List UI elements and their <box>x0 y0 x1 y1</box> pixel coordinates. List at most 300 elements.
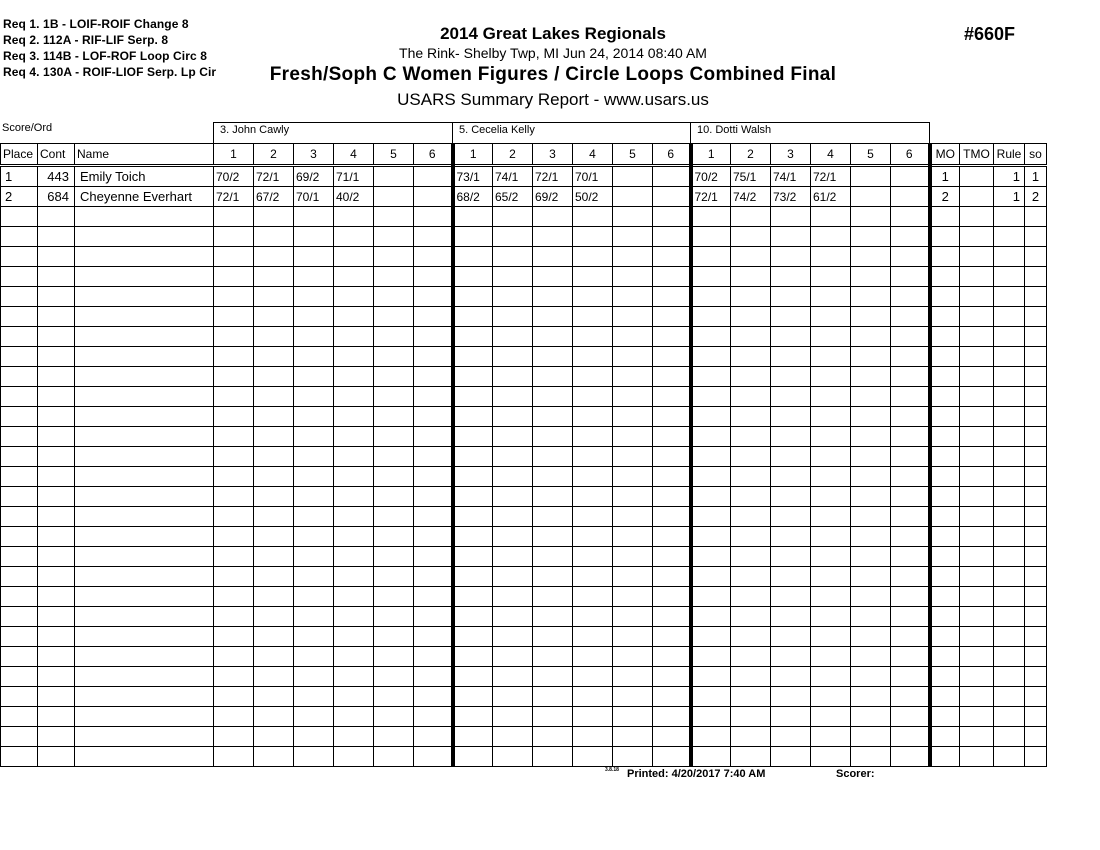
score-cell <box>653 467 691 487</box>
score-cell <box>533 347 573 367</box>
score-cell <box>851 327 891 347</box>
score-cell <box>731 467 771 487</box>
judge-2-header: 5. Cecelia Kelly <box>452 122 691 143</box>
score-cell <box>414 166 453 187</box>
score-cell <box>414 507 453 527</box>
skater-name-cell <box>75 347 214 367</box>
skater-name-cell <box>75 607 214 627</box>
score-cell <box>533 547 573 567</box>
score-cell: 72/1 <box>214 187 254 207</box>
score-cell <box>653 587 691 607</box>
score-cell: 69/2 <box>533 187 573 207</box>
score-cell <box>613 427 653 447</box>
table-row <box>1 267 1047 287</box>
rule-cell <box>994 267 1025 287</box>
score-cell <box>533 367 573 387</box>
score-cell <box>214 607 254 627</box>
score-cell <box>771 507 811 527</box>
so-cell <box>1025 527 1047 547</box>
mo-cell <box>930 587 960 607</box>
score-cell <box>653 547 691 567</box>
score-cell <box>493 487 533 507</box>
so-cell <box>1025 327 1047 347</box>
score-cell <box>691 627 731 647</box>
score-cell <box>374 367 414 387</box>
score-cell <box>214 247 254 267</box>
score-cell <box>811 427 851 447</box>
score-cell <box>613 187 653 207</box>
mo-cell <box>930 687 960 707</box>
score-cell <box>771 347 811 367</box>
score-cell <box>653 287 691 307</box>
so-cell <box>1025 587 1047 607</box>
rule-cell <box>994 287 1025 307</box>
score-cell <box>533 687 573 707</box>
score-cell <box>691 367 731 387</box>
score-cell <box>573 687 613 707</box>
score-cell <box>811 267 851 287</box>
judge-3-header: 10. Dotti Walsh <box>690 122 930 143</box>
place-cell <box>1 687 38 707</box>
requirement-1: Req 1. 1B - LOIF-ROIF Change 8 <box>3 17 189 31</box>
score-cell <box>493 687 533 707</box>
score-cell <box>573 507 613 527</box>
score-cell <box>374 707 414 727</box>
score-cell <box>613 687 653 707</box>
score-cell <box>334 227 374 247</box>
mo-cell <box>930 267 960 287</box>
score-cell <box>374 447 414 467</box>
score-cell <box>613 707 653 727</box>
score-cell <box>811 407 851 427</box>
rule-cell <box>994 367 1025 387</box>
score-cell <box>851 727 891 747</box>
score-cell <box>214 547 254 567</box>
table-row <box>1 467 1047 487</box>
score-cell <box>573 207 613 227</box>
rule-cell <box>994 227 1025 247</box>
score-cell <box>374 287 414 307</box>
score-cell <box>533 407 573 427</box>
score-cell <box>334 647 374 667</box>
place-cell <box>1 487 38 507</box>
score-cell <box>254 347 294 367</box>
table-row <box>1 447 1047 467</box>
so-cell <box>1025 687 1047 707</box>
score-cell <box>374 607 414 627</box>
score-cell <box>851 527 891 547</box>
score-cell <box>771 727 811 747</box>
score-cell <box>613 267 653 287</box>
so-cell <box>1025 507 1047 527</box>
tmo-cell <box>960 587 994 607</box>
score-cell <box>613 507 653 527</box>
place-cell <box>1 267 38 287</box>
score-cell <box>891 567 930 587</box>
score-cell <box>294 427 334 447</box>
tmo-cell <box>960 347 994 367</box>
score-cell <box>653 567 691 587</box>
score-cell <box>254 747 294 767</box>
score-cell <box>254 447 294 467</box>
score-cell <box>533 267 573 287</box>
score-cell <box>533 307 573 327</box>
table-row <box>1 587 1047 607</box>
score-cell <box>691 707 731 727</box>
rule-cell <box>994 307 1025 327</box>
place-cell <box>1 247 38 267</box>
score-cell <box>771 587 811 607</box>
score-cell <box>851 427 891 447</box>
place-cell <box>1 567 38 587</box>
contestant-number-cell <box>38 727 75 747</box>
score-cell <box>573 287 613 307</box>
score-cell <box>891 207 930 227</box>
skater-name-cell <box>75 207 214 227</box>
score-cell: 71/1 <box>334 166 374 187</box>
score-cell <box>851 187 891 207</box>
score-cell <box>533 667 573 687</box>
mo-cell <box>930 347 960 367</box>
score-cell <box>334 587 374 607</box>
score-cell <box>731 407 771 427</box>
score-cell <box>851 747 891 767</box>
rule-cell <box>994 747 1025 767</box>
rule-cell <box>994 727 1025 747</box>
tmo-cell <box>960 527 994 547</box>
score-cell <box>691 447 731 467</box>
so-cell <box>1025 547 1047 567</box>
score-cell <box>533 647 573 667</box>
score-cell <box>613 667 653 687</box>
mo-cell <box>930 407 960 427</box>
score-cell <box>214 367 254 387</box>
score-cell <box>533 207 573 227</box>
score-cell <box>811 247 851 267</box>
score-cell: 74/1 <box>493 166 533 187</box>
score-cell <box>771 527 811 547</box>
skater-name-cell <box>75 587 214 607</box>
score-cell <box>573 567 613 587</box>
place-cell <box>1 547 38 567</box>
place-cell <box>1 527 38 547</box>
score-cell <box>254 667 294 687</box>
contestant-number-cell <box>38 307 75 327</box>
score-cell <box>414 427 453 447</box>
contestant-number-cell: 684 <box>38 187 75 207</box>
score-cell <box>374 487 414 507</box>
column-header-judge1-fig6: 6 <box>414 144 453 166</box>
table-row <box>1 627 1047 647</box>
score-cell <box>771 247 811 267</box>
score-cell <box>254 267 294 287</box>
score-cell <box>811 667 851 687</box>
score-cell <box>493 387 533 407</box>
rule-cell <box>994 447 1025 467</box>
contestant-number-cell <box>38 327 75 347</box>
skater-name-cell <box>75 567 214 587</box>
tmo-cell <box>960 387 994 407</box>
tmo-cell <box>960 367 994 387</box>
column-header-judge2-fig2: 2 <box>493 144 533 166</box>
score-cell <box>613 467 653 487</box>
column-header-judge3-fig1: 1 <box>691 144 731 166</box>
score-cell <box>493 367 533 387</box>
score-cell: 61/2 <box>811 187 851 207</box>
score-cell <box>731 667 771 687</box>
tmo-cell <box>960 667 994 687</box>
score-cell <box>533 487 573 507</box>
skater-name-cell <box>75 747 214 767</box>
score-cell <box>891 187 930 207</box>
event-title: Fresh/Soph C Women Figures / Circle Loops Combined Final <box>269 64 837 85</box>
tmo-cell <box>960 727 994 747</box>
contestant-number-cell <box>38 207 75 227</box>
results-body <box>1 166 1047 767</box>
table-row <box>1 607 1047 627</box>
score-cell <box>811 307 851 327</box>
score-cell <box>374 547 414 567</box>
score-cell <box>613 227 653 247</box>
table-row <box>1 387 1047 407</box>
score-cell <box>214 707 254 727</box>
contestant-number-cell <box>38 347 75 367</box>
score-cell <box>731 387 771 407</box>
score-cell <box>851 567 891 587</box>
mo-cell <box>930 747 960 767</box>
score-cell <box>653 427 691 447</box>
score-cell <box>613 527 653 547</box>
score-cell <box>851 667 891 687</box>
tmo-cell <box>960 547 994 567</box>
so-cell <box>1025 387 1047 407</box>
score-cell <box>334 367 374 387</box>
score-cell <box>613 307 653 327</box>
contestant-number-cell <box>38 607 75 627</box>
score-cell <box>851 607 891 627</box>
rule-cell <box>994 387 1025 407</box>
score-cell <box>731 527 771 547</box>
score-cell <box>891 347 930 367</box>
score-cell <box>374 687 414 707</box>
score-cell <box>294 627 334 647</box>
table-row <box>1 487 1047 507</box>
mo-cell <box>930 627 960 647</box>
so-cell <box>1025 487 1047 507</box>
score-cell <box>613 207 653 227</box>
score-cell <box>533 387 573 407</box>
score-cell <box>453 227 493 247</box>
score-cell <box>811 547 851 567</box>
score-cell <box>653 166 691 187</box>
score-cell <box>891 607 930 627</box>
score-cell <box>254 627 294 647</box>
score-cell <box>533 427 573 447</box>
score-cell <box>414 487 453 507</box>
score-cell <box>453 247 493 267</box>
so-cell <box>1025 367 1047 387</box>
score-cell <box>254 227 294 247</box>
score-cell <box>334 547 374 567</box>
score-cell <box>811 687 851 707</box>
score-cell <box>891 367 930 387</box>
score-cell <box>891 587 930 607</box>
score-cell <box>891 307 930 327</box>
score-cell <box>771 387 811 407</box>
score-cell <box>294 587 334 607</box>
tmo-cell <box>960 607 994 627</box>
score-cell <box>771 287 811 307</box>
score-cell <box>573 407 613 427</box>
score-cell <box>453 487 493 507</box>
mo-cell <box>930 527 960 547</box>
score-cell <box>731 747 771 767</box>
score-cell <box>771 407 811 427</box>
score-cell <box>214 667 254 687</box>
score-cell <box>453 567 493 587</box>
column-header-rule: Rule <box>994 144 1025 166</box>
score-cell <box>771 547 811 567</box>
score-cell <box>573 427 613 447</box>
score-cell <box>294 207 334 227</box>
score-cell <box>214 207 254 227</box>
score-cell <box>691 747 731 767</box>
score-cell <box>891 427 930 447</box>
score-cell <box>573 707 613 727</box>
score-cell <box>414 407 453 427</box>
score-cell <box>374 407 414 427</box>
skater-name-cell <box>75 447 214 467</box>
contestant-number-cell <box>38 587 75 607</box>
score-cell <box>414 587 453 607</box>
score-cell <box>294 267 334 287</box>
skater-name-cell <box>75 647 214 667</box>
tmo-cell <box>960 427 994 447</box>
score-cell <box>294 447 334 467</box>
table-row <box>1 747 1047 767</box>
score-cell <box>691 567 731 587</box>
score-cell <box>691 247 731 267</box>
score-cell <box>653 327 691 347</box>
score-cell <box>453 327 493 347</box>
score-cell <box>811 507 851 527</box>
table-row <box>1 687 1047 707</box>
event-number: #660F <box>964 24 1016 44</box>
score-cell <box>374 467 414 487</box>
score-cell <box>851 627 891 647</box>
score-cell <box>214 427 254 447</box>
place-cell <box>1 227 38 247</box>
mo-cell <box>930 707 960 727</box>
score-cell <box>254 587 294 607</box>
place-cell <box>1 627 38 647</box>
score-cell <box>414 207 453 227</box>
place-cell: 2 <box>1 187 38 207</box>
printed-timestamp: Printed: 4/20/2017 7:40 AM <box>627 768 766 780</box>
contestant-number-cell <box>38 387 75 407</box>
score-cell <box>374 307 414 327</box>
score-cell <box>214 487 254 507</box>
score-cell <box>334 687 374 707</box>
score-cell <box>613 567 653 587</box>
score-cell <box>294 387 334 407</box>
table-row <box>1 567 1047 587</box>
so-cell <box>1025 747 1047 767</box>
score-cell <box>294 227 334 247</box>
score-cell <box>613 607 653 627</box>
score-cell <box>493 227 533 247</box>
score-cell <box>851 547 891 567</box>
score-cell <box>811 567 851 587</box>
column-header-mo: MO <box>930 144 960 166</box>
column-header-judge1-fig2: 2 <box>254 144 294 166</box>
score-cell <box>811 487 851 507</box>
score-cell <box>573 367 613 387</box>
score-cell <box>533 727 573 747</box>
score-cell <box>453 747 493 767</box>
rule-cell <box>994 567 1025 587</box>
score-cell <box>334 527 374 547</box>
score-cell <box>334 327 374 347</box>
column-header-judge1-fig1: 1 <box>214 144 254 166</box>
score-cell <box>254 687 294 707</box>
score-ord-label: Score/Ord <box>2 122 53 134</box>
score-cell <box>374 187 414 207</box>
score-cell <box>731 727 771 747</box>
score-cell <box>493 667 533 687</box>
score-cell <box>891 547 930 567</box>
tmo-cell <box>960 647 994 667</box>
skater-name-cell <box>75 227 214 247</box>
score-cell <box>891 727 930 747</box>
score-cell <box>254 407 294 427</box>
tmo-cell <box>960 627 994 647</box>
score-cell <box>214 467 254 487</box>
mo-cell <box>930 467 960 487</box>
score-cell <box>414 287 453 307</box>
score-cell <box>453 347 493 367</box>
score-cell <box>334 307 374 327</box>
score-cell <box>214 747 254 767</box>
score-cell <box>453 467 493 487</box>
rule-cell <box>994 207 1025 227</box>
score-cell <box>653 347 691 367</box>
contestant-number-cell <box>38 567 75 587</box>
score-cell <box>891 467 930 487</box>
score-cell <box>771 687 811 707</box>
score-cell <box>653 227 691 247</box>
score-cell <box>811 467 851 487</box>
judge-1-header: 3. John Cawly <box>213 122 453 143</box>
score-cell <box>453 307 493 327</box>
column-header-judge2-fig1: 1 <box>453 144 493 166</box>
column-header-judge1-fig4: 4 <box>334 144 374 166</box>
score-cell: 70/2 <box>691 166 731 187</box>
score-cell <box>851 347 891 367</box>
score-cell <box>653 187 691 207</box>
score-cell <box>533 707 573 727</box>
contestant-number-cell: 443 <box>38 166 75 187</box>
mo-cell: 2 <box>930 187 960 207</box>
score-cell <box>573 227 613 247</box>
score-cell: 72/1 <box>533 166 573 187</box>
so-cell <box>1025 647 1047 667</box>
score-cell: 70/1 <box>294 187 334 207</box>
score-cell <box>573 387 613 407</box>
contestant-number-cell <box>38 747 75 767</box>
score-cell <box>414 687 453 707</box>
skater-name-cell <box>75 287 214 307</box>
